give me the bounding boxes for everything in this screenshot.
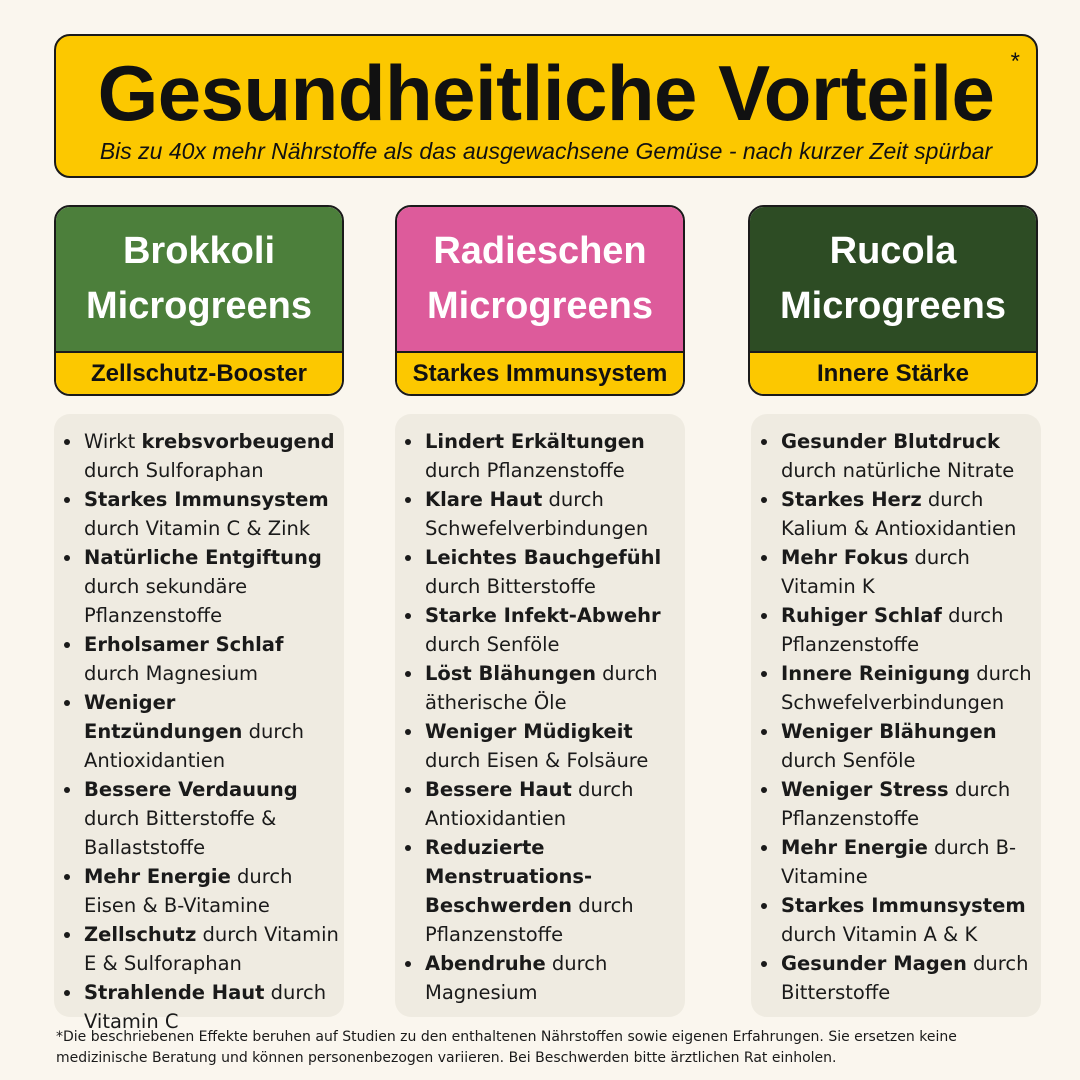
benefit-highlight: Erholsamer Schlaf [84,633,284,656]
benefit-source: durch Vitamin C & Zink [84,517,311,540]
benefit-highlight: Bessere Verdauung [84,778,298,801]
benefit-list-rucola [751,414,1041,1017]
benefit-highlight: Natürliche Entgiftung [84,546,322,569]
benefit-source: durch Magnesium [425,952,608,1004]
benefit-highlight: Klare Haut [425,488,543,511]
benefit-source: durch Schwefelverbindungen [781,662,1032,714]
card-title-line1: Rucola [829,230,957,272]
benefit-item [405,659,681,717]
benefit-highlight: Starkes Immunsystem [781,894,1026,917]
benefit-highlight: Löst Blähungen [425,662,596,685]
benefit-highlight: Weniger Müdigkeit [425,720,633,743]
card-header-rucola [748,205,1038,396]
benefit-source: durch Pflanzenstoffe [425,459,625,482]
card-tagline-brokkoli: Zellschutz-Booster [56,351,342,396]
benefit-highlight: Starkes Immunsystem [84,488,329,511]
benefit-source: durch Vitamin E & Sulforaphan [84,923,339,975]
benefit-highlight: Mehr Energie [84,865,231,888]
benefit-source: durch Antioxidantien [425,778,634,830]
benefit-highlight: Zellschutz [84,923,197,946]
benefit-item [761,775,1037,833]
benefit-source: durch Schwefelverbindungen [425,488,649,540]
page-title: Gesundheitliche Vorteile [97,49,995,137]
benefit-source: durch Bitterstoffe [781,952,1029,1004]
benefit-item [405,601,681,659]
benefit-item [761,659,1037,717]
benefit-item [64,688,340,775]
disclaimer-footnote: *Die beschriebenen Effekte beruhen auf Studien zu den enthaltenen Nährstoffen sowie eigenen Erfahrungen. Sie ersetzen keine medizinische Beratung und können personenbezogen variieren. Bei Beschwerden bitte ärztlichen Rat einholen. [56,1029,957,1066]
benefit-highlight: Strahlende Haut [84,981,265,1004]
benefit-highlight: Innere Reinigung [781,662,971,685]
benefit-item [405,775,681,833]
benefit-source: durch Eisen & Folsäure [425,749,649,772]
benefit-list-brokkoli [54,414,344,1033]
benefit-highlight: Ruhiger Schlaf [781,604,942,627]
benefit-item [64,427,340,485]
benefit-item [64,485,340,543]
benefit-highlight: Weniger Blähungen [781,720,997,743]
card-title-rucola [750,207,1036,351]
benefit-item [64,920,340,978]
benefit-highlight: Bessere Haut [425,778,572,801]
benefit-item [405,485,681,543]
benefit-item [64,775,340,862]
card-tagline-rucola: Innere Stärke [750,351,1036,396]
benefit-item [405,833,681,949]
benefit-highlight: Gesunder Blutdruck [781,430,1000,453]
card-title-line1: Brokkoli [122,230,276,272]
card-title-radieschen [397,207,683,351]
benefit-source: durch Sulforaphan [84,459,264,482]
header-banner [54,34,1038,178]
benefit-item [405,949,681,1007]
card-header-brokkoli [54,205,344,396]
benefit-item [64,630,340,688]
card-title-line2: Microgreens [427,285,653,327]
benefit-source: durch B-Vitamine [781,836,1017,888]
benefit-highlight: Weniger Entzündungen [84,691,243,743]
benefit-source: durch Pflanzenstoffe [781,604,1004,656]
benefit-source: durch Bitterstoffe & Ballaststoffe [84,807,277,859]
benefit-item [64,862,340,920]
benefit-source: durch Kalium & Antioxidantien [781,488,1017,540]
benefit-list-radieschen [395,414,685,1017]
benefit-source: durch Vitamin K [781,546,970,598]
card-header-radieschen [395,205,685,396]
benefit-highlight: krebsvorbeugend [141,430,335,453]
benefit-source: durch ätherische Öle [425,662,658,714]
benefit-item [761,891,1037,949]
benefit-item [761,485,1037,543]
benefit-source: durch Senföle [425,633,560,656]
benefit-item [761,543,1037,601]
benefit-highlight: Starkes Herz [781,488,922,511]
benefit-source: durch Vitamin A & K [781,923,978,946]
benefit-highlight: Leichtes Bauchgefühl [425,546,662,569]
benefit-item [761,833,1037,891]
card-tagline-radieschen: Starkes Immunsystem [397,351,683,396]
benefit-highlight: Weniger Stress [781,778,949,801]
benefit-source: durch Eisen & B-Vitamine [84,865,293,917]
benefit-source: durch Bitterstoffe [425,575,596,598]
benefit-item [405,717,681,775]
benefit-item [761,601,1037,659]
benefit-item [761,717,1037,775]
card-title-brokkoli [56,207,342,351]
benefit-prefix: Wirkt [84,430,142,453]
footnote-marker: * [1010,48,1020,75]
benefit-source: durch Magnesium [84,662,259,685]
benefit-source: durch Pflanzenstoffe [425,894,634,946]
page-subtitle: Bis zu 40x mehr Nährstoffe als das ausgewachsene Gemüse - nach kurzer Zeit spürbar [99,138,993,164]
benefit-source: durch Senföle [781,749,916,772]
card-title-line2: Microgreens [780,285,1006,327]
card-title-line2: Microgreens [86,285,312,327]
benefit-source: durch natürliche Nitrate [781,459,1015,482]
benefit-highlight: Abendruhe [425,952,546,975]
benefit-item [761,949,1037,1007]
benefit-item [405,543,681,601]
benefit-highlight: Mehr Energie [781,836,928,859]
benefit-highlight: Starke Infekt-Abwehr [425,604,661,627]
benefit-item [64,543,340,630]
card-title-line1: Radieschen [433,230,647,272]
benefit-highlight: Reduzierte Menstruations-Beschwerden [425,836,593,917]
benefit-item [761,427,1037,485]
benefit-source: durch Antioxidantien [84,720,305,772]
benefit-highlight: Mehr Fokus [781,546,909,569]
benefit-source: durch Pflanzenstoffe [781,778,1011,830]
benefit-item [405,427,681,485]
benefit-highlight: Gesunder Magen [781,952,967,975]
benefit-source: durch Vitamin C [84,981,327,1033]
benefit-highlight: Lindert Erkältungen [425,430,645,453]
benefit-source: durch sekundäre Pflanzenstoffe [84,575,248,627]
